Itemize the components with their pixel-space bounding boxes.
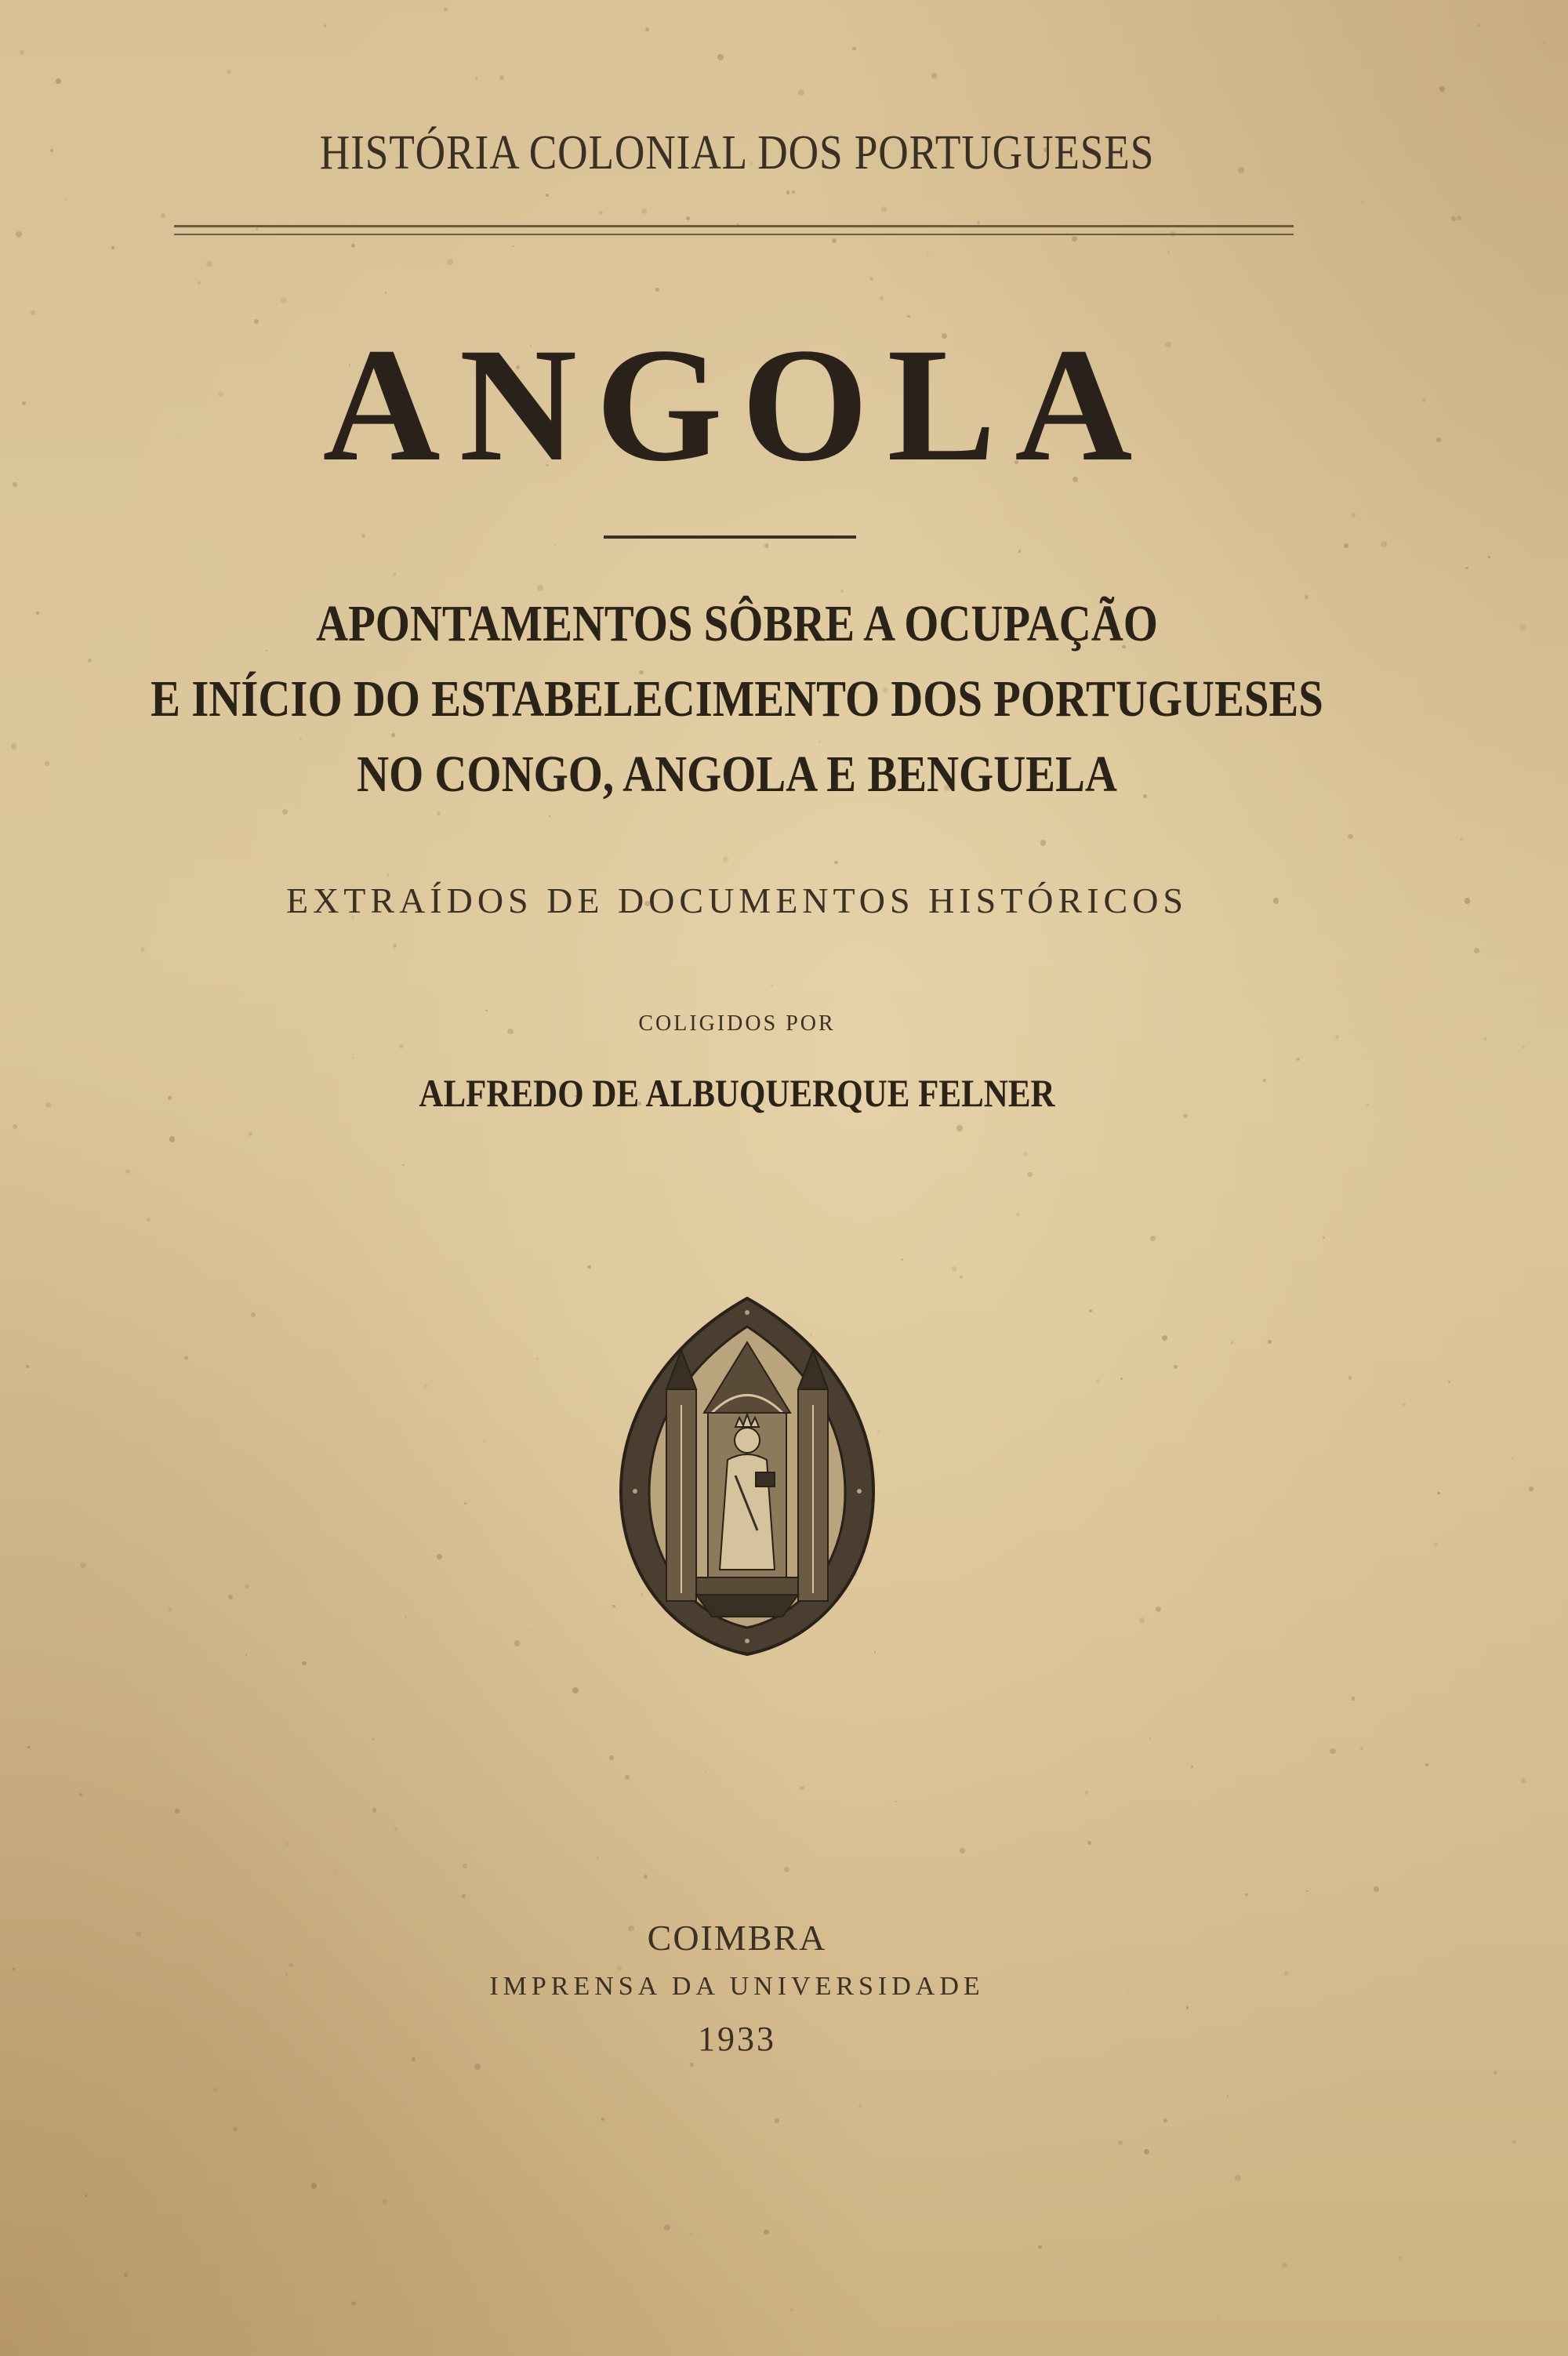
double-rule-divider	[174, 225, 1294, 235]
paper-speck	[251, 1312, 256, 1317]
paper-speck	[1352, 1697, 1355, 1700]
paper-speck	[764, 2230, 768, 2234]
paper-speck	[880, 296, 884, 300]
paper-speck	[832, 238, 837, 243]
paper-speck	[1330, 1748, 1336, 1755]
paper-speck	[447, 259, 453, 265]
paper-speck	[1478, 24, 1481, 27]
paper-speck	[394, 1828, 398, 1831]
paper-speck	[125, 1169, 130, 1174]
paper-speck	[641, 209, 647, 214]
paper-speck	[1465, 567, 1468, 569]
imprint-year: 1933	[698, 2020, 776, 2058]
paper-speck	[1448, 1381, 1450, 1383]
paper-speck	[499, 75, 504, 80]
paper-speck	[56, 78, 61, 84]
paper-speck	[1434, 1542, 1438, 1546]
paper-speck	[895, 1801, 897, 1802]
paper-speck	[311, 2183, 317, 2188]
paper-speck	[1087, 1841, 1091, 1845]
paper-speck	[227, 70, 231, 74]
paper-speck	[1191, 1766, 1193, 1768]
paper-speck	[792, 191, 795, 194]
paper-speck	[664, 2224, 670, 2231]
paper-speck	[1398, 2256, 1402, 2260]
paper-speck	[45, 761, 49, 765]
book-title: ANGOLA	[322, 314, 1152, 495]
series-title: HISTÓRIA COLONIAL DOS PORTUGUESES	[319, 126, 1155, 180]
paper-speck	[474, 2064, 481, 2070]
paper-speck	[956, 1125, 963, 1131]
paper-speck	[50, 149, 53, 152]
paper-speck	[1460, 838, 1462, 840]
paper-speck	[1167, 251, 1170, 253]
paper-speck	[382, 2199, 387, 2205]
paper-speck	[1348, 1376, 1352, 1380]
paper-speck	[597, 1857, 599, 1859]
paper-speck	[424, 1384, 427, 1387]
university-seal-icon	[618, 1295, 877, 1657]
paper-speck	[475, 77, 477, 79]
paper-speck	[1306, 1890, 1308, 1893]
paper-speck	[1235, 2175, 1241, 2181]
paper-speck	[444, 8, 447, 11]
paper-speck	[1457, 216, 1461, 220]
paper-speck	[1139, 1617, 1145, 1623]
paper-speck	[36, 612, 39, 615]
paper-speck	[1512, 1458, 1513, 1459]
paper-speck	[405, 1616, 407, 1618]
paper-speck	[1245, 1893, 1248, 1897]
subtitle-line-3: NO CONGO, ANGOLA E BENGUELA	[357, 746, 1117, 803]
paper-speck	[1474, 948, 1479, 953]
paper-speck	[1529, 1487, 1533, 1490]
paper-speck	[514, 1640, 521, 1646]
paper-speck	[206, 261, 212, 267]
paper-speck	[16, 231, 22, 238]
paper-speck	[1296, 1058, 1300, 1062]
paper-speck	[1096, 1379, 1101, 1384]
paper-speck	[1023, 1152, 1028, 1156]
paper-speck	[85, 2194, 87, 2197]
imprint-publisher: IMPRENSA DA UNIVERSIDADE	[489, 1972, 985, 2001]
paper-speck	[1360, 1747, 1363, 1750]
paper-speck	[512, 245, 514, 248]
paper-speck	[1085, 1791, 1089, 1795]
paper-speck	[147, 1218, 150, 1221]
paper-speck	[655, 288, 659, 292]
paper-speck	[464, 1502, 466, 1505]
paper-speck	[786, 191, 790, 194]
paper-speck	[124, 2273, 128, 2277]
paper-speck	[834, 861, 837, 864]
paper-speck	[1523, 1046, 1525, 1048]
paper-speck	[245, 1654, 247, 1656]
paper-speck	[1174, 1365, 1178, 1369]
paper-speck	[877, 1431, 880, 1433]
paper-speck	[598, 211, 603, 216]
paper-speck	[26, 1365, 30, 1369]
paper-speck	[1374, 1886, 1379, 1892]
paper-speck	[546, 194, 549, 197]
paper-speck	[1521, 1778, 1526, 1784]
paper-speck	[65, 198, 67, 201]
paper-speck	[572, 1687, 579, 1693]
paper-speck	[302, 1661, 306, 1665]
paper-speck	[1038, 2245, 1042, 2249]
paper-speck	[869, 277, 873, 281]
paper-speck	[717, 54, 724, 60]
paper-speck	[1227, 2095, 1229, 2097]
paper-speck	[233, 2127, 238, 2132]
paper-speck	[45, 1102, 51, 1108]
paper-speck	[1451, 216, 1456, 221]
paper-speck	[31, 310, 35, 315]
paper-speck	[771, 985, 773, 987]
paper-speck	[705, 1771, 707, 1773]
paper-speck	[1186, 2006, 1189, 2009]
paper-speck	[11, 743, 17, 750]
paper-speck	[1425, 1763, 1428, 1766]
paper-speck	[952, 1266, 957, 1272]
paper-speck	[977, 221, 980, 224]
paper-speck	[372, 1808, 377, 1813]
paper-speck	[549, 815, 550, 817]
paper-speck	[281, 297, 287, 303]
paper-speck	[617, 1966, 622, 1971]
paper-speck	[691, 2233, 693, 2235]
paper-speck	[1231, 1341, 1233, 1344]
paper-speck	[1542, 41, 1545, 44]
paper-speck	[1040, 840, 1046, 845]
paper-speck	[399, 1044, 404, 1049]
paper-speck	[13, 1124, 17, 1129]
paper-speck	[1484, 1037, 1487, 1040]
paper-speck	[351, 244, 355, 248]
paper-speck	[1120, 1378, 1123, 1380]
paper-speck	[437, 1554, 442, 1559]
paper-speck	[1089, 1309, 1092, 1312]
imprint-city: COIMBRA	[647, 1918, 827, 1958]
author-name: ALFREDO DE ALBUQUERQUE FELNER	[419, 1071, 1055, 1115]
paper-speck	[402, 1164, 404, 1166]
paper-speck	[1344, 543, 1348, 548]
paper-speck	[20, 50, 24, 55]
paper-speck	[601, 2118, 604, 2121]
source-note: EXTRAÍDOS DE DOCUMENTOS HISTÓRICOS	[285, 880, 1189, 920]
paper-speck	[463, 1864, 467, 1868]
paper-speck	[1323, 1236, 1325, 1239]
paper-speck	[462, 1894, 466, 1898]
paper-speck	[1218, 2316, 1219, 2318]
paper-speck	[1381, 541, 1387, 547]
paper-speck	[213, 2088, 217, 2092]
paper-speck	[352, 1057, 354, 1059]
paper-speck	[1149, 1737, 1152, 1740]
paper-speck	[881, 206, 887, 212]
paper-speck	[1163, 2118, 1167, 2122]
paper-speck	[901, 1258, 903, 1261]
paper-speck	[1348, 834, 1352, 839]
paper-speck	[1118, 2140, 1123, 2145]
paper-speck	[531, 1629, 532, 1631]
subtitle-line-1: APONTAMENTOS SÔBRE A OCUPAÇÃO	[316, 595, 1158, 652]
paper-speck	[1403, 1403, 1406, 1407]
paper-speck	[198, 281, 201, 285]
short-rule-divider	[604, 535, 856, 539]
paper-speck	[484, 1441, 485, 1443]
paper-speck	[385, 292, 387, 293]
paper-speck	[1519, 624, 1526, 630]
paper-speck	[1072, 236, 1077, 241]
paper-speck	[784, 1867, 789, 1872]
paper-speck	[249, 1132, 252, 1136]
paper-speck	[1494, 2071, 1497, 2075]
paper-speck	[644, 1875, 648, 1879]
paper-speck	[852, 47, 856, 51]
paper-speck	[1362, 201, 1363, 202]
subtitle-line-2: E INÍCIO DO ESTABELECIMENTO DOS PORTUGUESES	[151, 670, 1323, 728]
paper-speck	[161, 213, 165, 218]
paper-speck	[645, 27, 649, 31]
paper-speck	[1016, 1213, 1020, 1217]
paper-speck	[800, 1786, 804, 1790]
subtitle	[103, 586, 1371, 812]
paper-speck	[286, 1843, 289, 1846]
paper-speck	[245, 1584, 249, 1588]
paper-speck	[13, 1968, 15, 1970]
paper-speck	[1150, 1236, 1156, 1241]
paper-speck	[1018, 550, 1021, 552]
paper-speck	[686, 216, 691, 221]
paper-speck	[289, 1963, 293, 1967]
paper-speck	[1027, 1172, 1033, 1178]
paper-speck	[169, 1608, 172, 1611]
paper-speck	[536, 1358, 538, 1360]
paper-speck	[1144, 2149, 1149, 2155]
paper-speck	[790, 2308, 793, 2311]
paper-speck	[1488, 556, 1490, 558]
paper-speck	[931, 73, 937, 78]
paper-speck	[393, 944, 397, 948]
paper-speck	[960, 1848, 966, 1854]
paper-speck	[175, 1809, 180, 1813]
paper-speck	[372, 1738, 375, 1741]
paper-speck	[625, 1775, 630, 1780]
paper-speck	[554, 544, 556, 546]
paper-speck	[775, 2118, 779, 2123]
paper-speck	[351, 2301, 356, 2306]
paper-speck	[111, 246, 115, 250]
paper-speck	[612, 1605, 615, 1607]
paper-speck	[393, 572, 396, 575]
paper-speck	[858, 2104, 862, 2108]
paper-speck	[140, 947, 145, 952]
paper-speck	[798, 89, 804, 96]
paper-speck	[764, 543, 769, 548]
paper-speck	[79, 1793, 82, 1796]
paper-speck	[1512, 2140, 1516, 2144]
paper-speck	[88, 659, 92, 663]
paper-speck	[690, 2063, 694, 2067]
compiled-by-label: COLIGIDOS POR	[638, 1011, 836, 1036]
paper-speck	[334, 1871, 336, 1873]
paper-speck	[723, 856, 728, 862]
paper-speck	[1268, 1340, 1272, 1344]
paper-speck	[1351, 513, 1356, 517]
paper-speck	[1437, 1492, 1440, 1495]
paper-speck	[609, 1755, 614, 1760]
paper-speck	[1156, 1606, 1161, 1612]
paper-speck	[324, 24, 327, 27]
paper-speck	[387, 874, 389, 877]
paper-speck	[228, 1595, 233, 1599]
paper-speck	[960, 1276, 963, 1279]
seal-graphic	[618, 1295, 877, 1657]
paper-speck	[927, 254, 929, 256]
paper-speck	[1439, 86, 1444, 91]
paper-speck	[169, 1136, 176, 1142]
paper-speck	[587, 1265, 591, 1269]
paper-speck	[1282, 2263, 1287, 2267]
paper-speck	[1162, 1335, 1167, 1341]
paper-speck	[27, 1746, 30, 1748]
paper-speck	[361, 534, 365, 538]
paper-speck	[184, 1356, 188, 1360]
paper-speck	[80, 1563, 85, 1568]
